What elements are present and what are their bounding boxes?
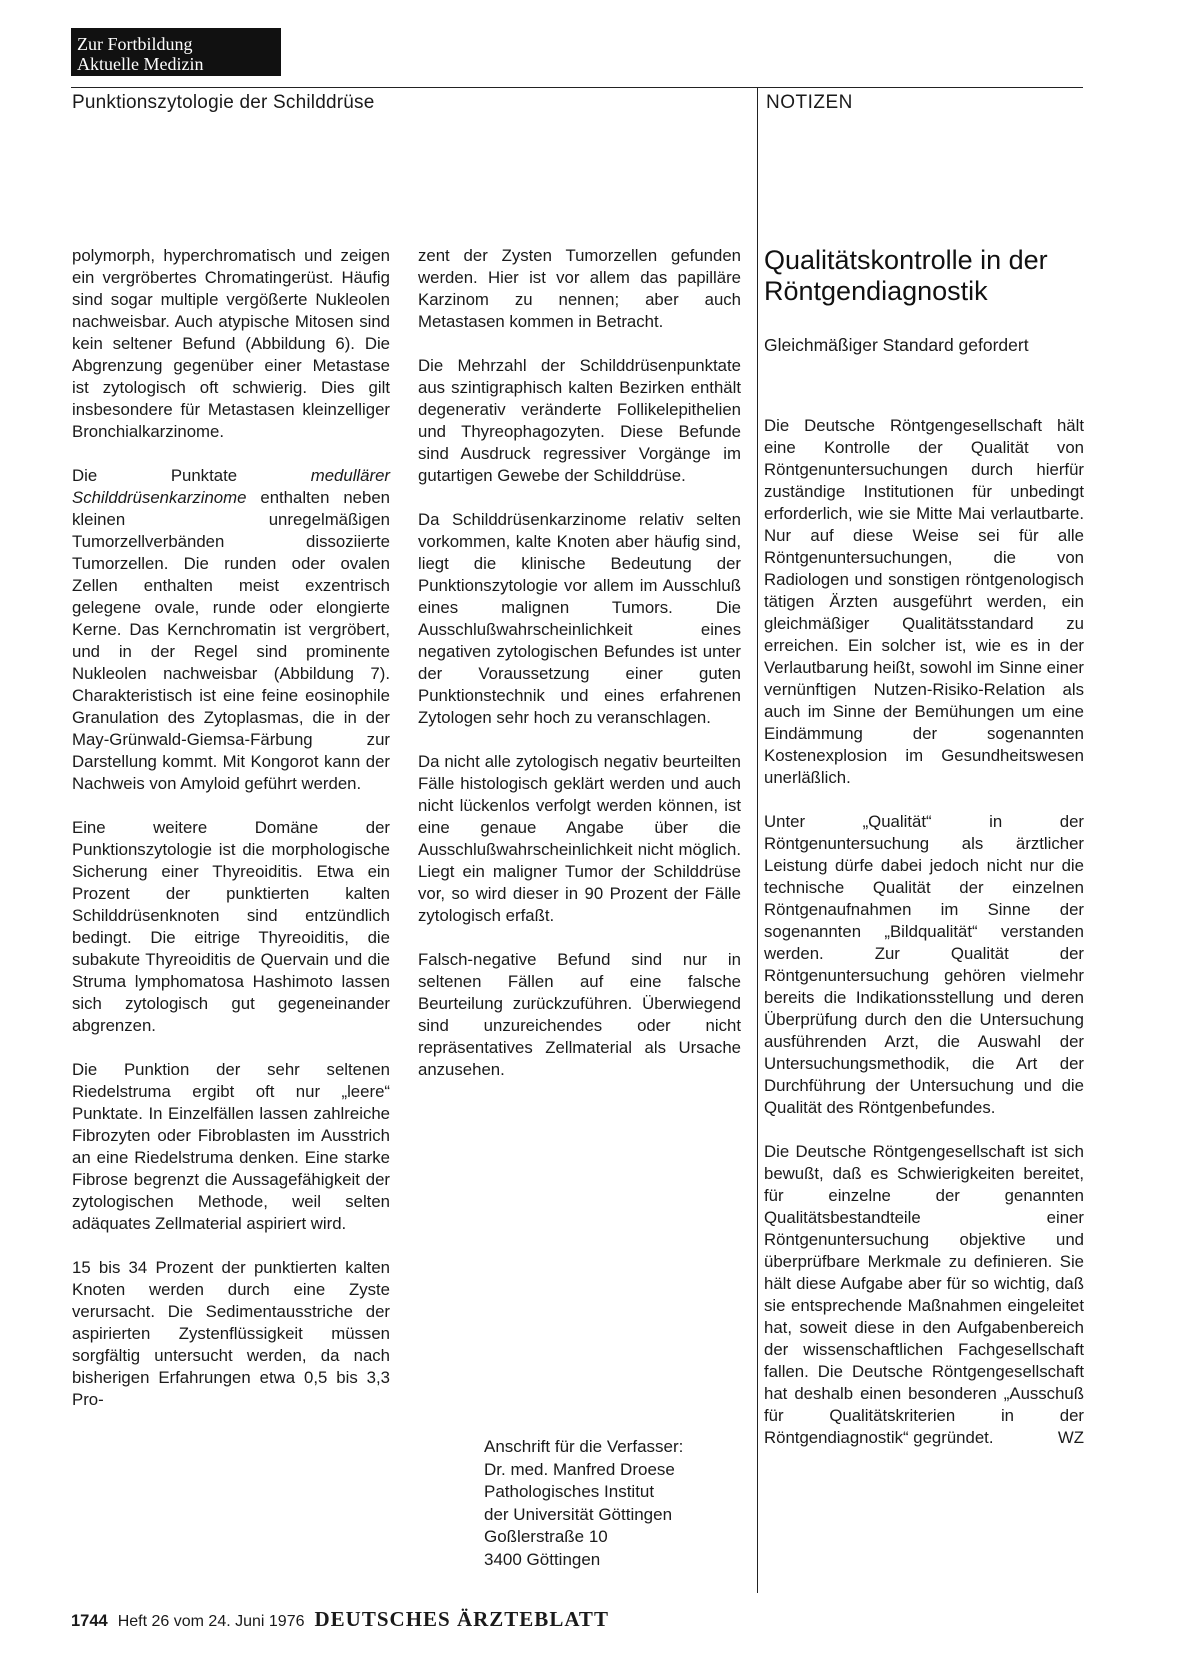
article-paragraph: zent der Zysten Tumorzellen gefunden werden. Hier ist vor allem das papilläre Karzinom zu nennen; aber auch Metastasen kommen in Betracht.: [418, 246, 741, 331]
page-number: 1744: [71, 1612, 108, 1630]
article-column-2: [418, 245, 741, 1103]
section-label-line1: Zur Fortbildung: [77, 34, 193, 54]
news-paragraph-last: [764, 1141, 1084, 1449]
article-paragraph: Da Schilddrüsenkarzinome relativ selten vorkommen, kalte Knoten aber häufig sind, liegt die klinische Bedeutung der Punktionszytologie vor allem im Ausschluß eines malignen Tumors. Die Ausschlußwahrscheinlichkeit eines negativen zytologischen Befundes ist unter der Voraussetzung einer guten Punktionstechnik und eines erfahrenen Zytologen sehr hoch zu veranschlagen.: [418, 510, 741, 727]
author-sign: WZ: [1057, 1428, 1084, 1447]
address-line: Dr. med. Manfred Droese: [484, 1459, 675, 1479]
article-paragraph: Da nicht alle zytologisch negativ beurteilten Fälle histologisch geklärt werden und auch nicht lückenlos verfolgt werden können, ist eine genaue Angabe über die Ausschlußwahrscheinlichkeit nicht möglich. Liegt ein maligner Tumor der Schilddrüse vor, so wird dieser in 90 Prozent der Fälle zytologisch erfaßt.: [418, 752, 741, 925]
news-subtitle: Gleichmäßiger Standard gefordert: [764, 335, 1029, 355]
address-line: der Universität Göttingen: [484, 1504, 673, 1524]
address-line: Goßlerstraße 10: [484, 1527, 608, 1546]
journal-name: DEUTSCHES ÄRZTEBLATT: [314, 1607, 609, 1631]
medullary-rest: enthalten neben kleinen unregelmäßigen Tumorzellverbänden dissoziierte Tumorzellen. Die runden oder ovalen Zellen enthalten meist exzentrisch gelegene ovale, runde oder elongierte Kerne. Das Kernchromatin ist vergröbert, und in der Regel sind prominente Nukleolen nachweisbar (Abbildung 7). Charakteristisch ist eine feine eosinophile Granulation des Zytoplasmas, die in der May-Grünwald-Giemsa-Färbung zur Darstellung kommt. Mit Kongorot kann der Nachweis von Amyloid geführt werden.: [72, 488, 390, 793]
news-headline: Qualitätskontrolle in der Röntgendiagnostik: [764, 245, 1048, 306]
address-line: Pathologisches Institut: [484, 1482, 655, 1501]
article-paragraph: Die Punktion der sehr seltenen Riedelstruma ergibt oft nur „leere“ Punktate. In Einzelfällen lassen zahlreiche Fibrozyten oder Fibroblasten im Ausstrich an eine Riedelstruma denken. Eine starke Fibrose begrenzt die Aussagefähigkeit der zytologischen Methode, weil selten adäquates Zellmaterial aspiriert wird.: [72, 1060, 390, 1233]
article-paragraph: Die Mehrzahl der Schilddrüsenpunktate aus szintigraphisch kalten Bezirken enthält degenerativ veränderte Follikelepithelien und Thyreophagozyten. Diese Befunde sind Ausdruck regressiver Vorgänge im gutartigen Gewebe der Schilddrüse.: [418, 356, 741, 485]
news-paragraph: Unter „Qualität“ in der Röntgenuntersuchung als ärztlicher Leistung dürfe dabei jedoch nicht nur die technische Qualität der einzelnen Röntgenaufnahmen im Sinne der sogenannten „Bildqualität“ verstanden werden. Zur Qualität der Röntgenuntersuchung gehören vielmehr bereits die Indikationsstellung und deren Überprüfung durch den die Untersuchung ausführenden Arzt, die Auswahl der Untersuchungsmethodik, die Art der Durchführung der Untersuchung und die Qualität des Röntgenbefundes.: [764, 812, 1084, 1117]
author-address: [484, 1436, 784, 1571]
page-footer: [71, 1607, 609, 1631]
news-paragraph-text: Die Deutsche Röntgengesellschaft ist sich bewußt, daß es Schwierigkeiten bereitet, für einzelne der genannten Qualitätsbestandteile einer Röntgenuntersuchung objektive und überprüfbare Merkmale zu definieren. Sie hält diese Aufgabe aber für so wichtig, daß sie entsprechende Maßnahmen eingeleitet hat, soweit diese in den Aufgabenbereich der wissenschaftlichen Fachgesellschaft fallen. Die Deutsche Röntgengesellschaft hat deshalb einen besonderen „Ausschuß für Qualitätskriterien in der Röntgendiagnostik“ gegründet.: [764, 1142, 1084, 1447]
section-label-line2: Aktuelle Medizin: [77, 54, 204, 74]
address-line: Anschrift für die Verfasser:: [484, 1437, 684, 1456]
article-column-1: [72, 245, 390, 1433]
news-column: [764, 415, 1084, 1471]
column-divider: [757, 87, 758, 1593]
header-rule: [71, 87, 1083, 88]
address-line: 3400 Göttingen: [484, 1549, 601, 1569]
issue-info: Heft 26 vom 24. Juni 1976: [117, 1613, 305, 1630]
medullary-intro: Die Punktate: [72, 466, 311, 485]
article-paragraph: Falsch-negative Befund sind nur in seltenen Fällen auf eine falsche Beurteilung zurückzuführen. Überwiegend sind unzureichendes oder nicht repräsentatives Zellmaterial als Ursache anzusehen.: [418, 950, 741, 1079]
running-title: Punktionszytologie der Schilddrüse: [72, 92, 375, 113]
medullary-term: medullärer Schilddrüsenkarzinome: [72, 466, 390, 507]
article-paragraph: 15 bis 34 Prozent der punktierten kalten Knoten werden durch eine Zyste verursacht. Die Sedimentausstriche der aspirierten Zystenflüssigkeit müssen sorgfältig untersucht werden, da nach bisherigen Erfahrungen etwa 0,5 bis 3,3 Pro-: [72, 1258, 390, 1409]
article-paragraph: Eine weitere Domäne der Punktionszytologie ist die morphologische Sicherung einer Thyreoiditis. Etwa ein Prozent der punktierten kalten Schilddrüsenknoten sind entzündlich bedingt. Die eitrige Thyreoiditis, die subakute Thyreoiditis de Quervain und die Struma lymphomatosa Hashimoto lassen sich zytologisch gut gegeneinander abgrenzen.: [72, 818, 390, 1035]
article-paragraph: polymorph, hyperchromatisch und zeigen ein vergröbertes Chromatingerüst. Häufig sind sogar multiple vergößerte Nukleolen nachweisbar. Auch atypische Mitosen sind kein seltener Befund (Abbildung 6). Die Abgrenzung gegenüber einer Metastase ist zytologisch oft schwierig. Dies gilt insbesondere für Metastasen kleinzelliger Bronchialkarzinome.: [72, 246, 390, 441]
section-label: [71, 28, 281, 76]
article-paragraph-medullary: [72, 465, 390, 795]
notes-label: NOTIZEN: [766, 92, 853, 113]
news-paragraph: Die Deutsche Röntgengesellschaft hält eine Kontrolle der Qualität von Röntgenuntersuchungen durch hierfür zuständige Institutionen für unbedingt erforderlich, wie sie Mitte Mai verlautbarte. Nur auf diese Weise sei für alle Röntgenuntersuchungen, die von Radiologen und sonstigen röntgenologisch tätigen Ärzten ausgeführt werden, ein gleichmäßiger Qualitätsstandard zu erreichen. Ein solcher ist, wie es in der Verlautbarung heißt, sowohl im Sinne einer vernünftigen Nutzen-Risiko-Relation als auch im Sinne der Bemühungen um eine Eindämmung der sogenannten Kostenexplosion im Gesundheitswesen unerläßlich.: [764, 416, 1084, 787]
